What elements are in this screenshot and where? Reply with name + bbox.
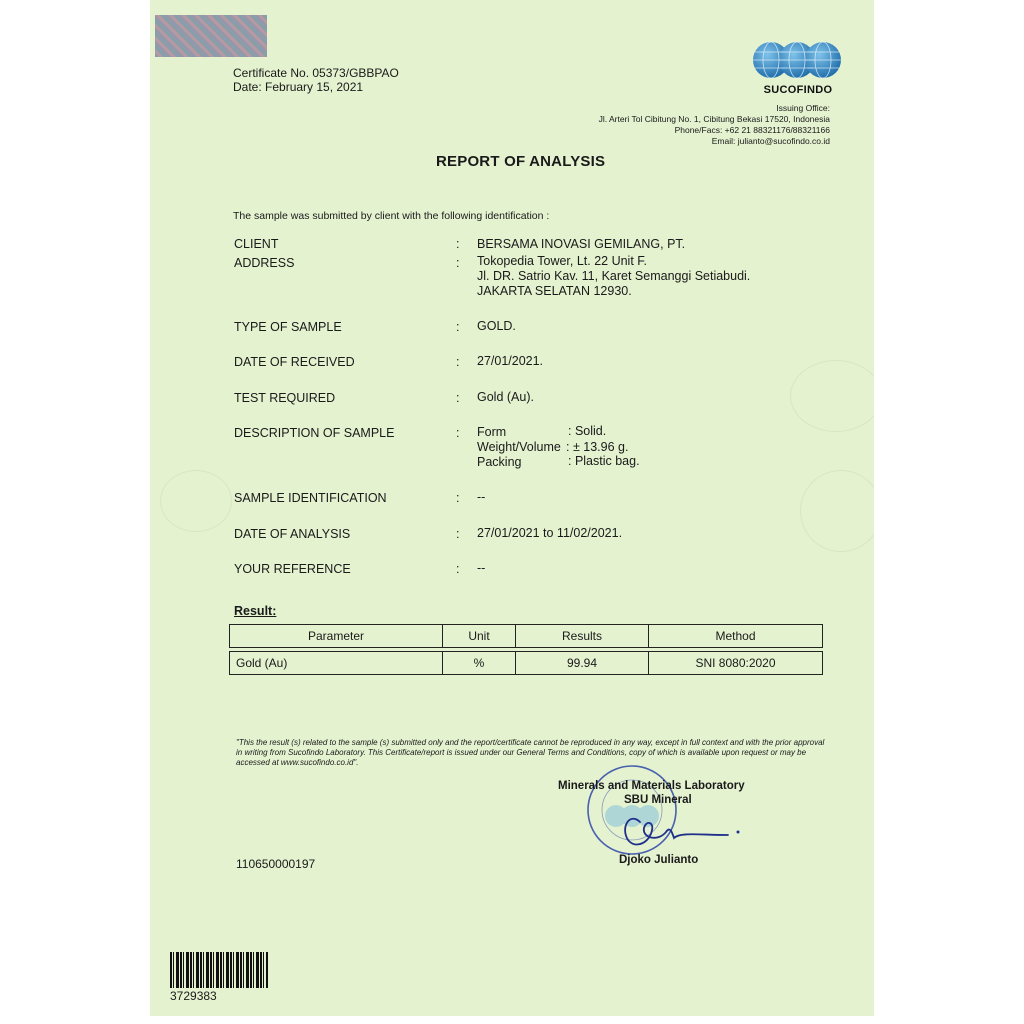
- certificate-date: Date: February 15, 2021: [233, 80, 364, 94]
- header-results: Results: [516, 625, 649, 648]
- security-hologram: [155, 15, 267, 57]
- colon: :: [456, 320, 460, 334]
- certificate-number: Certificate No. 05373/GBBPAO: [233, 66, 399, 80]
- colon: :: [456, 491, 460, 505]
- colon: :: [456, 355, 460, 369]
- watermark-ring: [800, 470, 874, 552]
- watermark-ring: [790, 360, 874, 432]
- table-row: [230, 652, 823, 675]
- document-number: 110650000197: [236, 857, 316, 871]
- intro-text: The sample was submitted by client with the following identification :: [233, 210, 550, 222]
- type-of-sample-value: GOLD.: [477, 319, 516, 333]
- date-analysis-label: DATE OF ANALYSIS: [234, 527, 351, 541]
- packing-label: Packing: [477, 455, 522, 469]
- colon: :: [456, 527, 460, 541]
- date-received-value: 27/01/2021.: [477, 354, 544, 368]
- result-table: [229, 624, 823, 675]
- barcode-number: 3729383: [170, 989, 217, 1003]
- colon: :: [456, 237, 460, 251]
- type-of-sample-label: TYPE OF SAMPLE: [234, 320, 342, 334]
- sample-identification-value: --: [477, 490, 486, 504]
- handwritten-signature: [600, 802, 750, 852]
- colon: :: [456, 562, 460, 576]
- brand-name: SUCOFINDO: [763, 84, 833, 96]
- report-title: REPORT OF ANALYSIS: [436, 153, 606, 170]
- globe-logo-icon: [752, 40, 842, 84]
- issuing-email: Email: julianto@sucofindo.co.id: [711, 136, 830, 146]
- your-reference-label: YOUR REFERENCE: [234, 562, 351, 576]
- table-header-row: [230, 625, 823, 648]
- issuing-address: Jl. Arteri Tol Cibitung No. 1, Cibitung Bekasi 17520, Indonesia: [598, 114, 830, 124]
- watermark-ring: [160, 470, 232, 532]
- signatory-name: Djoko Julianto: [619, 854, 699, 866]
- test-required-label: TEST REQUIRED: [234, 391, 336, 405]
- address-line-3: JAKARTA SELATAN 12930.: [477, 284, 632, 298]
- colon: :: [456, 426, 460, 440]
- address-label: ADDRESS: [234, 256, 295, 270]
- signature-scribble-icon: [600, 802, 750, 852]
- cell-results: 99.94: [516, 652, 649, 675]
- sucofindo-logo: [752, 40, 842, 84]
- issuing-office-label: Issuing Office:: [776, 103, 830, 113]
- header-parameter: Parameter: [230, 625, 443, 648]
- header-method: Method: [649, 625, 823, 648]
- date-analysis-value: 27/01/2021 to 11/02/2021.: [477, 526, 623, 540]
- barcode: [170, 952, 268, 988]
- description-label: DESCRIPTION OF SAMPLE: [234, 426, 395, 440]
- sample-identification-label: SAMPLE IDENTIFICATION: [234, 491, 387, 505]
- your-reference-value: --: [477, 561, 486, 575]
- sheet-edge: [150, 1016, 874, 1024]
- header-unit: Unit: [443, 625, 516, 648]
- address-line-2: Jl. DR. Satrio Kav. 11, Karet Semanggi Setiabudi.: [477, 269, 751, 283]
- form-label: Form: [477, 425, 507, 439]
- result-heading: Result:: [234, 604, 277, 618]
- client-label: CLIENT: [234, 237, 279, 251]
- issuing-phone: Phone/Facs: +62 21 88321176/88321166: [674, 125, 830, 135]
- form-value: : Solid.: [568, 424, 607, 438]
- colon: :: [456, 256, 460, 270]
- cell-method: SNI 8080:2020: [649, 652, 823, 675]
- cell-parameter: Gold (Au): [230, 652, 443, 675]
- lab-name: Minerals and Materials Laboratory: [558, 780, 745, 792]
- lab-unit: SBU Mineral: [624, 794, 692, 806]
- weight-label: Weight/Volume: [477, 440, 561, 454]
- weight-value: : ± 13.96 g.: [566, 440, 629, 454]
- client-value: BERSAMA INOVASI GEMILANG, PT.: [477, 237, 686, 251]
- packing-value: : Plastic bag.: [568, 454, 640, 468]
- address-line-1: Tokopedia Tower, Lt. 22 Unit F.: [477, 254, 648, 268]
- date-received-label: DATE OF RECEIVED: [234, 355, 355, 369]
- test-required-value: Gold (Au).: [477, 390, 534, 404]
- cell-unit: %: [443, 652, 516, 675]
- colon: :: [456, 391, 460, 405]
- disclaimer-text: "This the result (s) related to the sample (s) submitted only and the report/certificate cannot be reproduced in any way, except in full context and with the prior approval in writing from Sucofindo Laboratory. This Certificate/report is issued under our General Terms and Conditions, copy of which is available upon request or may be accessed at www.sucofindo.co.id".: [236, 738, 825, 767]
